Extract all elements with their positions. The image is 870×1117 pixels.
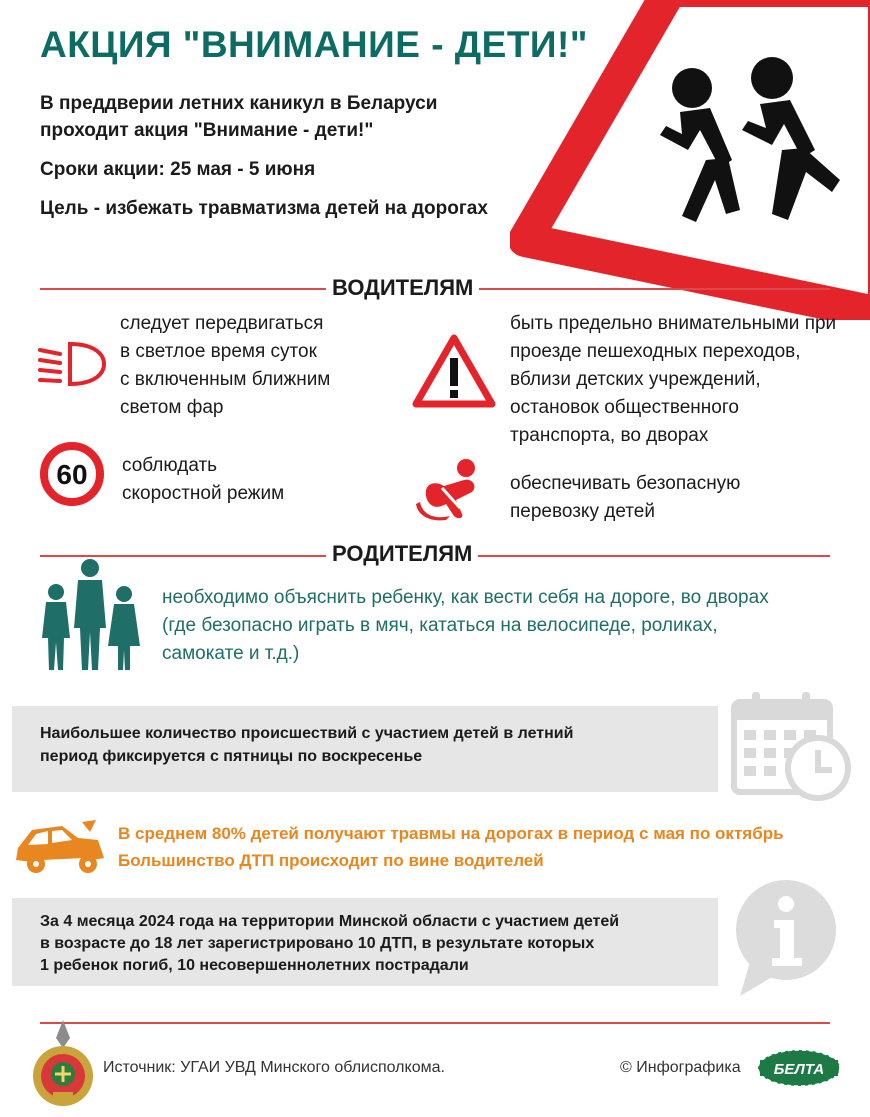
headlight-icon <box>36 338 108 390</box>
source-note: Источник: УГАИ УВД Минского облисполкома. <box>103 1059 445 1076</box>
child-car-seat-icon <box>416 456 492 522</box>
warning-triangle-icon <box>412 332 496 408</box>
campaign-goal: Цель - избежать травматизма детей на дорогах <box>40 198 488 219</box>
parents-heading: РОДИТЕЛЯМ <box>326 541 478 567</box>
speed-limit-value: 60 <box>56 459 88 490</box>
family-icon <box>40 558 146 674</box>
region-stats: За 4 месяца 2024 года на территории Минской области с участием детей в возрасте до 18 лет зарегистрировано 10 ДТП, в результате которых 1 ребенок погиб, 10 несовершеннолетних пострадали <box>40 913 620 974</box>
calendar-clock-icon <box>728 688 852 804</box>
driver-tip-headlights: следует передвигаться в светлое время суток с включенным ближним светом фар <box>120 313 331 418</box>
drivers-heading: ВОДИТЕЛЯМ <box>326 275 479 301</box>
weekend-fact: Наибольшее количество происшествий с участием детей в летний период фиксируется с пятницы по воскресенье <box>40 725 574 765</box>
page-title: АКЦИЯ "ВНИМАНИЕ - ДЕТИ!" <box>40 24 588 65</box>
logo-text: БЕЛТА <box>773 1061 825 1078</box>
intro-line-1: В преддверии летних каникул в Беларуси <box>40 93 438 114</box>
info-icon <box>730 876 842 1000</box>
crashed-car-icon <box>12 818 108 878</box>
police-emblem-icon <box>30 1018 96 1112</box>
belta-logo <box>756 1048 842 1088</box>
speed-limit-icon <box>38 440 106 508</box>
footer-divider <box>40 1022 830 1024</box>
accident-stats: В среднем 80% детей получают травмы на дорогах в период с мая по октябрь Большинство ДТП происходит по вине водителей <box>118 824 784 870</box>
parents-advice: необходимо объяснить ребенку, как вести себя на дороге, во дворах (где безопасно играть в мяч, кататься на велосипеде, роликах, самокате и т.д.) <box>162 587 769 664</box>
driver-tip-attention: быть предельно внимательными при проезде пешеходных переходов, вблизи детских учреждений, остановок общественного транспорта, во дворах <box>510 313 837 446</box>
driver-tip-speed: соблюдать скоростной режим <box>122 455 285 504</box>
infographic-credit: © Инфографика <box>620 1059 741 1076</box>
intro-line-2: проходит акция "Внимание - дети!" <box>40 120 374 141</box>
driver-tip-child-transport: обеспечивать безопасную перевозку детей <box>510 473 741 522</box>
campaign-dates: Сроки акции: 25 мая - 5 июня <box>40 159 316 180</box>
